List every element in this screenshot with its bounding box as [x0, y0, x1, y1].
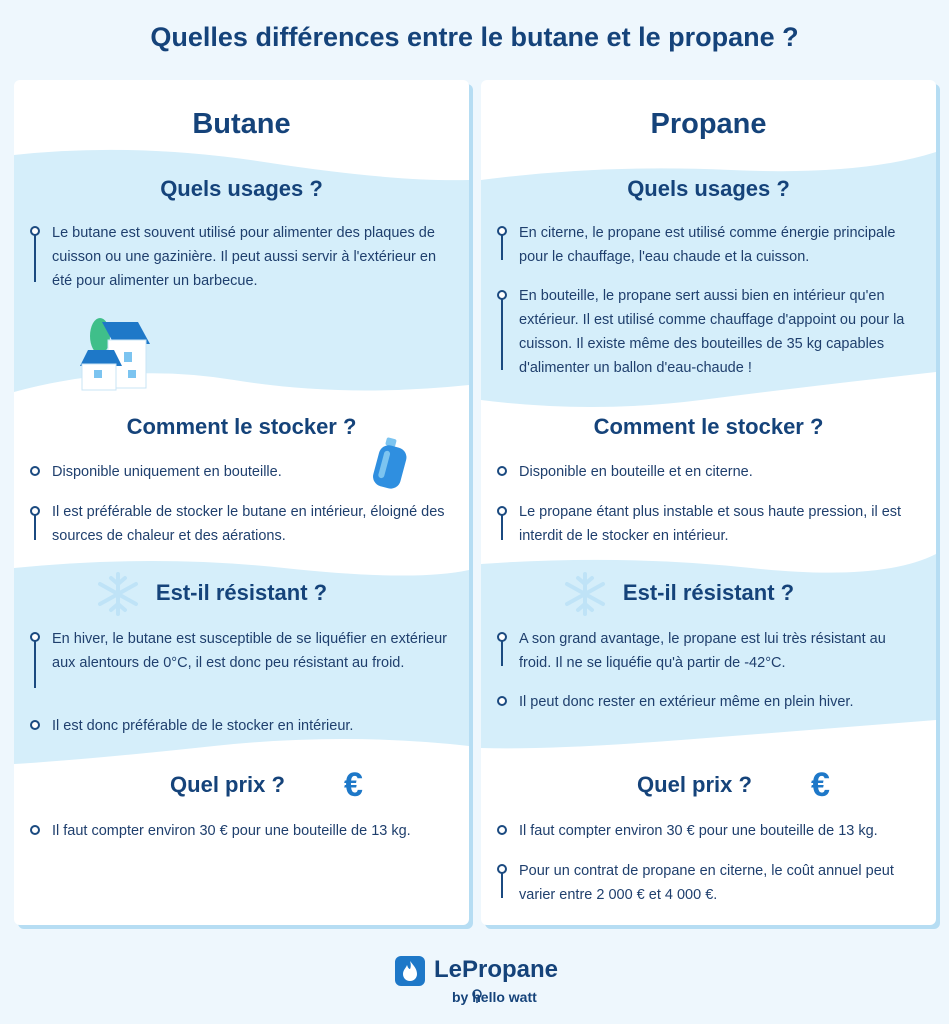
euro-icon: € [344, 766, 363, 804]
propane-card [481, 80, 936, 925]
butane-price-title: Quel prix ? [170, 772, 285, 797]
flame-logo-icon [395, 956, 425, 986]
butane-stock-item: Il est préférable de stocker le butane en intérieur, éloigné des sources de chaleur et des aérations. [52, 504, 445, 544]
bullet-marker [29, 825, 43, 835]
propane-price-item: Pour un contrat de propane en citerne, le coût annuel peut varier entre 2 000 € et 4 000 €. [519, 863, 894, 903]
butane-resist-title: Est-il résistant ? [155, 580, 328, 605]
bullet-marker [29, 720, 43, 730]
propane-resist-title: Est-il résistant ? [622, 580, 795, 605]
bullet-marker [496, 466, 510, 476]
butane-resist-item: En hiver, le butane est susceptible de se liquéfier en extérieur aux alentours de 0°C, il est donc peu résistant au froid. [52, 631, 447, 671]
propane-usage-item: En bouteille, le propane sert aussi bien en intérieur qu'en extérieur. Il est utilisé comme chauffage d'appoint ou pour la cuisson. Il existe même des bouteilles de 35 kg capables d'alimenter un ballon d'eau-chaude ! [519, 288, 905, 376]
butane-title: Butane [192, 108, 291, 140]
page-title: Quelles différences entre le butane et le propane ? [150, 22, 799, 52]
bullet-marker [29, 466, 43, 476]
house-icon [74, 308, 154, 392]
bullet-marker [496, 506, 510, 540]
butane-usage-item: Le butane est souvent utilisé pour alimenter des plaques de cuisson ou une gazinière. Il peut aussi servir à l'extérieur en été pour alimenter un barbecue. [52, 225, 437, 289]
propane-price-item: Il faut compter environ 30 € pour une bouteille de 13 kg. [519, 823, 878, 839]
butane-resist-item: Il est donc préférable de le stocker en intérieur. [52, 718, 354, 734]
bullet-marker [29, 506, 43, 540]
bullet-marker [496, 864, 510, 898]
butane-card [14, 80, 469, 925]
propane-title: Propane [650, 108, 767, 140]
propane-stock-item: Le propane étant plus instable et sous haute pression, il est interdit de le stocker en intérieur. [519, 504, 902, 544]
bullet-marker [29, 632, 43, 688]
propane-resist-item: A son grand avantage, le propane est lui très résistant au froid. Il ne se liquéfie qu'à partir de -42°C. [519, 631, 886, 671]
bullet-marker [29, 226, 43, 282]
propane-stock-item: Disponible en bouteille et en citerne. [519, 464, 753, 480]
propane-usage-item: En citerne, le propane est utilisé comme énergie principale pour le chauffage, l'eau chaude et la cuisson. [519, 225, 896, 265]
byline-text: by hello watt [452, 989, 537, 1005]
bullet-marker [496, 290, 510, 370]
butane-stock-item: Disponible uniquement en bouteille. [52, 464, 282, 480]
byline [452, 989, 537, 1005]
bullet-marker [496, 632, 510, 666]
bullet-marker [496, 696, 510, 706]
bullet-marker [496, 226, 510, 260]
bullet-marker [496, 825, 510, 835]
bulb-icon [472, 989, 482, 1005]
propane-resist-item: Il peut donc rester en extérieur même en plein hiver. [519, 694, 854, 710]
propane-price-title: Quel prix ? [637, 772, 752, 797]
brand-name: LePropane [434, 956, 559, 983]
propane-usages-title: Quels usages ? [627, 176, 790, 201]
euro-icon: € [811, 766, 830, 804]
butane-price-item: Il faut compter environ 30 € pour une bouteille de 13 kg. [52, 823, 411, 839]
propane-stock-title: Comment le stocker ? [593, 414, 824, 439]
butane-stock-title: Comment le stocker ? [126, 414, 357, 439]
butane-usages-title: Quels usages ? [160, 176, 323, 201]
